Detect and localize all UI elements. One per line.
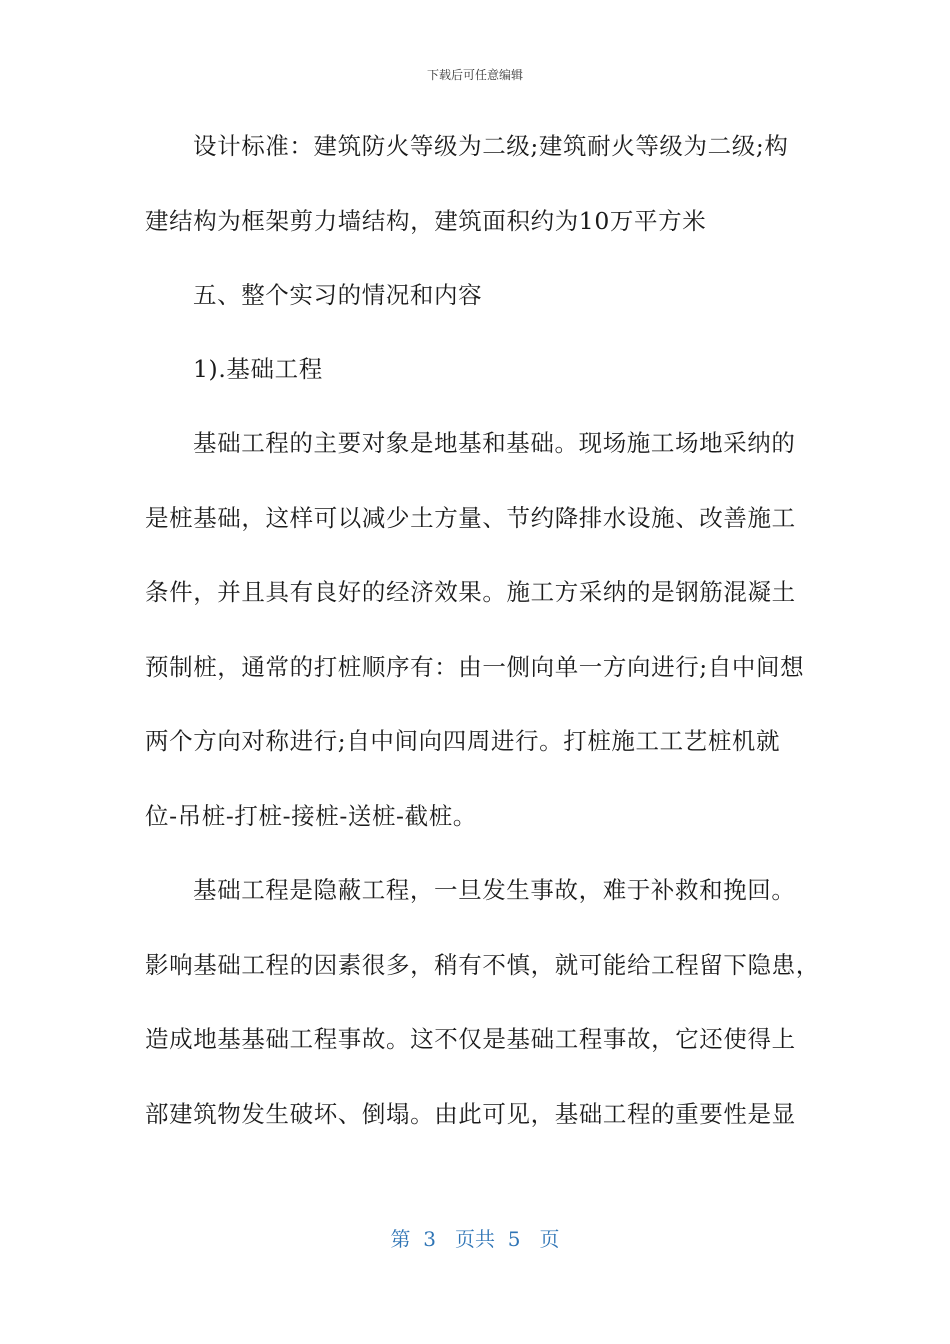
page-number-footer: 第 3 页共 5 页 xyxy=(390,1227,560,1251)
text-line: 部建筑物发生破坏、倒塌。由此可见，基础工程的重要性是显 xyxy=(145,1100,796,1128)
text-line: 基础工程是隐蔽工程，一旦发生事故，难于补救和挽回。 xyxy=(193,876,796,904)
page-header: 下载后可任意编辑 xyxy=(426,68,523,82)
text-line: 预制桩，通常的打桩顺序有：由一侧向单一方向进行;自中间想 xyxy=(145,653,805,681)
section-heading: 五、整个实习的情况和内容 xyxy=(193,281,483,309)
subsection-heading: 1).基础工程 xyxy=(193,355,323,383)
text-line: 位-吊桩-打桩-接桩-送桩-截桩。 xyxy=(145,802,477,830)
text-line: 条件，并且具有良好的经济效果。施工方采纳的是钢筋混凝土 xyxy=(145,578,796,606)
text-line: 影响基础工程的因素很多，稍有不慎，就可能给工程留下隐患， xyxy=(145,951,820,979)
text-line: 造成地基基础工程事故。这不仅是基础工程事故，它还使得上 xyxy=(145,1025,796,1053)
text-line: 建结构为框架剪力墙结构，建筑面积约为10万平方米 xyxy=(145,207,707,235)
text-line: 基础工程的主要对象是地基和基础。现场施工场地采纳的 xyxy=(193,429,796,457)
text-line: 两个方向对称进行;自中间向四周进行。打桩施工工艺桩机就 xyxy=(145,727,781,755)
text-line: 是桩基础，这样可以减少土方量、节约降排水设施、改善施工 xyxy=(145,504,796,532)
text-line: 设计标准：建筑防火等级为二级;建筑耐火等级为二级;构 xyxy=(193,132,789,160)
